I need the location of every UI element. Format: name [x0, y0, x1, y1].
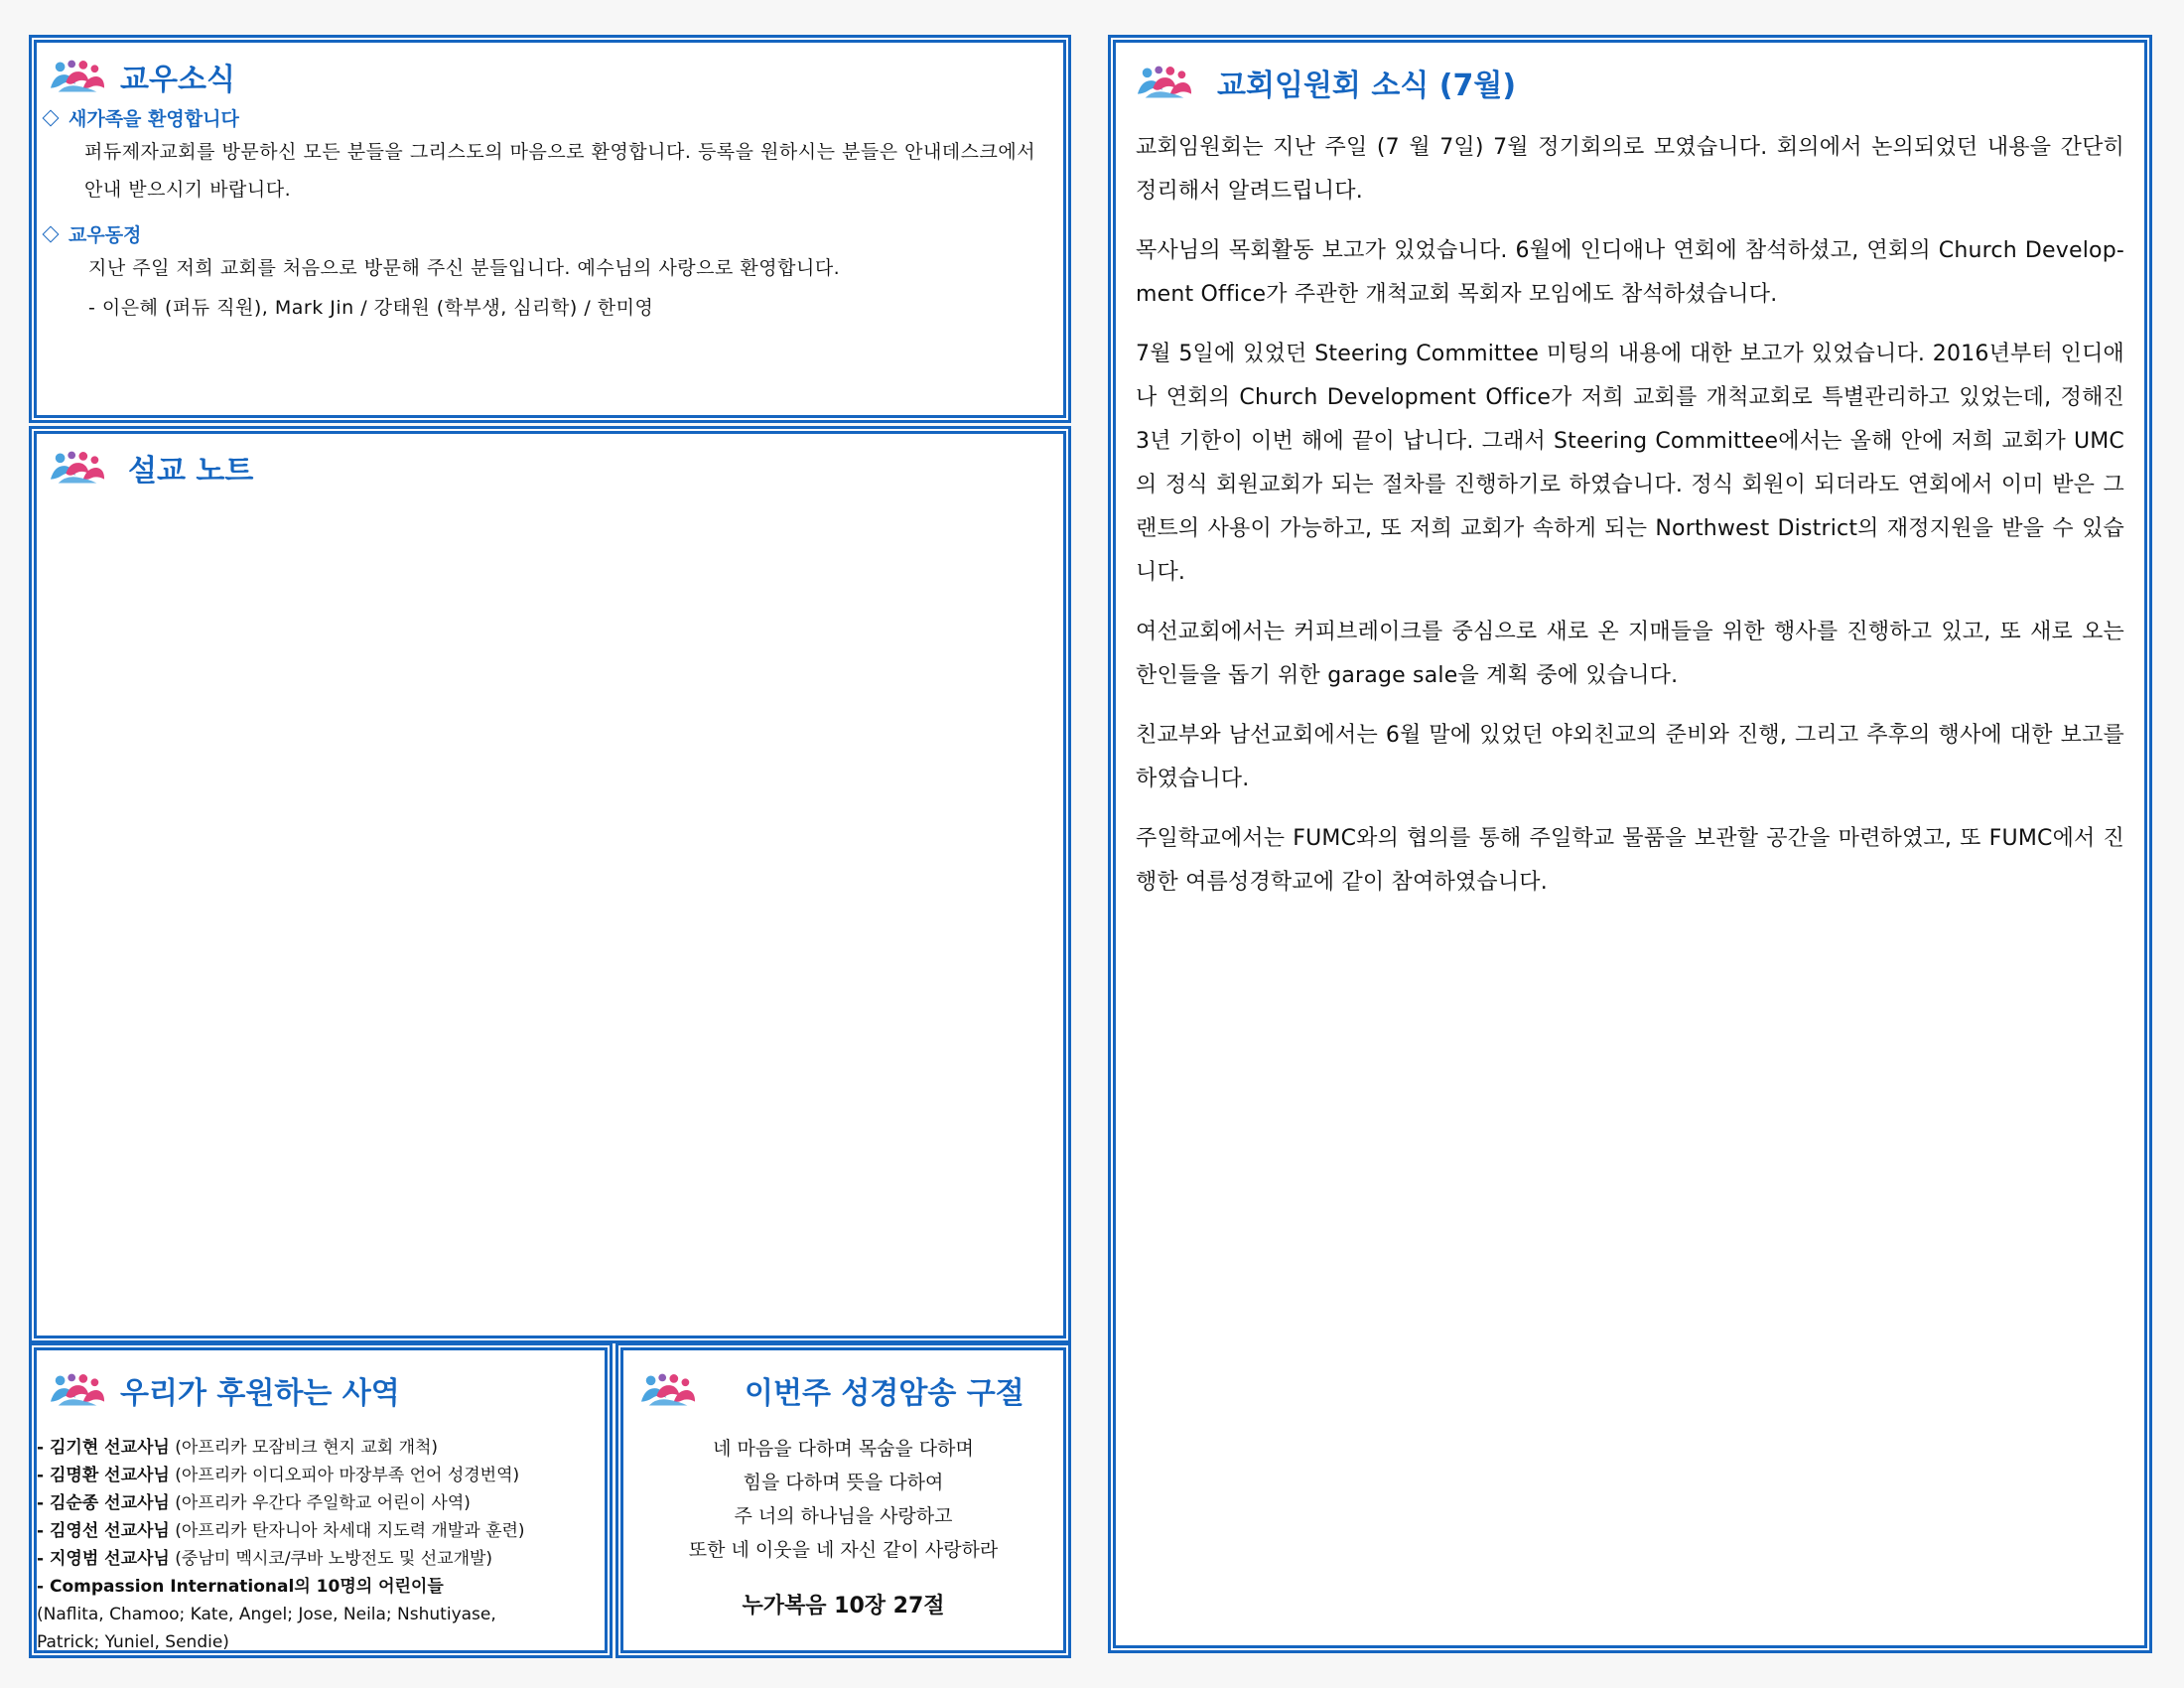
verse-line: 네 마음을 다하며 목숨을 다하며 — [713, 1438, 974, 1460]
diamond-icon — [43, 225, 60, 242]
verse-line: 힘을 다하며 뜻을 다하여 — [743, 1472, 944, 1493]
missions-header — [37, 1368, 605, 1412]
church-council-header — [1136, 61, 2124, 104]
memory-verse-header — [639, 1368, 1047, 1412]
mission-item: - 김기현 선교사님 (아프리카 모잠비크 현지 교회 개척) — [37, 1438, 439, 1458]
sermon-notes-panel — [34, 431, 1066, 1338]
mission-item: - 김순종 선교사님 (아프리카 우간다 주일학교 어린이 사역) — [37, 1493, 471, 1513]
council-paragraph: 교회임원회는 지난 주일 (7 월 7일) 7월 정기회의로 모였습니다. 회의에서 논의되었던 내용을 간단히 정리해서 알려드립니다. — [1136, 135, 2124, 204]
verse-line: 주 너의 하나님을 사랑하고 — [734, 1505, 953, 1527]
people-group-icon — [49, 450, 106, 486]
church-news-panel — [34, 40, 1066, 418]
council-paragraph: 여선교회에서는 커피브레이크를 중심으로 새로 온 지매들을 위한 행사를 진행하고 있고, 또 새로 오는 한인들을 돕기 위한 garage sale을 계획 중에 있습니다. — [1136, 620, 2124, 688]
news-item-heading: 새가족을 환영합니다 — [45, 104, 1051, 131]
missions-panel — [34, 1347, 608, 1653]
welcome-text: 퍼듀제자교회를 방문하신 모든 분들을 그리스도의 마음으로 환영합니다. 등록을 원하시는 분들은 안내데스크에서 안내 받으시기 바랍니다. — [84, 141, 1036, 201]
people-group-icon — [49, 1372, 106, 1408]
mission-item: - 지영범 선교사님 (중남미 멕시코/쿠바 노방전도 및 선교개발) — [37, 1549, 493, 1569]
news-item-heading: 교우동정 — [45, 220, 1051, 247]
sermon-notes-header — [49, 446, 1051, 490]
children-names: (Naflita, Chamoo; Kate, Angel; Jose, Neila; Nshutiyase, — [37, 1605, 496, 1624]
missions-list — [37, 1434, 605, 1656]
children-names: Patrick; Yuniel, Sendie) — [37, 1632, 229, 1652]
mission-item: - 김영선 선교사님 (아프리카 탄자니아 차세대 지도력 개발과 훈련) — [37, 1521, 525, 1541]
visitors-text: 지난 주일 저희 교회를 처음으로 방문해 주신 분들입니다. 예수님의 사랑으로 환영합니다. — [88, 257, 841, 279]
memory-verse-text — [639, 1432, 1047, 1567]
people-group-icon — [1136, 65, 1193, 100]
diamond-icon — [43, 109, 60, 126]
church-council-panel — [1113, 40, 2147, 1648]
verse-reference: 누가복음 10장 27절 — [742, 1594, 945, 1618]
council-paragraph: 목사님의 목회활동 보고가 있었습니다. 6월에 인디애나 연회에 참석하셨고, 연회의 Church Develop-ment Office가 주관한 개척교회 목회자 모임에도 참석하셨습니다. — [1136, 238, 2124, 307]
church-council-title: 교회임원회 소식 (7월) — [1217, 69, 1517, 103]
sermon-notes-title: 설교 노트 — [128, 454, 254, 489]
mission-item: - Compassion International의 10명의 어린이들 — [37, 1577, 444, 1597]
council-paragraph: 주일학교에서는 FUMC와의 협의를 통해 주일학교 물품을 보관할 공간을 마련하였고, 또 FUMC에서 진행한 여름성경학교에 같이 참여하였습니다. — [1136, 826, 2124, 895]
people-group-icon — [639, 1372, 697, 1408]
visitors-names: - 이은혜 (퍼듀 직원), Mark Jin / 강태원 (학부생, 심리학) / 한미영 — [88, 297, 654, 319]
council-paragraph: 7월 5일에 있었던 Steering Committee 미팅의 내용에 대한 보고가 있었습니다. 2016년부터 인디애나 연회의 Church Development Office가 저희 교회를 개척교회로 특별관리하고 있었는데, 정해진 3년 기한이 이번 해에 끝이 납니다. 그래서 Steering Committee에서는 올해 안에 저희 교회가 UMC의 정식 회원교회가 되는 절차를 진행하기로 하였습니다. 정식 회원이 되더라도 연회에서 이미 받은 그랜트의 사용이 가능하고, 또 저희 교회가 속하게 되는 Northwest District의 재정지원을 받을 수 있습니다. — [1136, 342, 2124, 585]
people-group-icon — [49, 59, 106, 94]
church-news-header — [49, 55, 1051, 98]
mission-item: - 김명환 선교사님 (아프리카 이디오피아 마장부족 언어 성경번역) — [37, 1466, 520, 1485]
council-paragraph: 친교부와 남선교회에서는 6월 말에 있었던 야외친교의 준비와 진행, 그리고 추후의 행사에 대한 보고를 하였습니다. — [1136, 723, 2124, 791]
verse-line: 또한 네 이웃을 네 자신 같이 사랑하라 — [688, 1539, 999, 1561]
memory-verse-panel — [620, 1347, 1066, 1653]
memory-verse-title: 이번주 성경암송 구절 — [745, 1376, 1024, 1411]
missions-title: 우리가 후원하는 사역 — [120, 1376, 400, 1411]
church-news-title: 교우소식 — [120, 63, 235, 97]
